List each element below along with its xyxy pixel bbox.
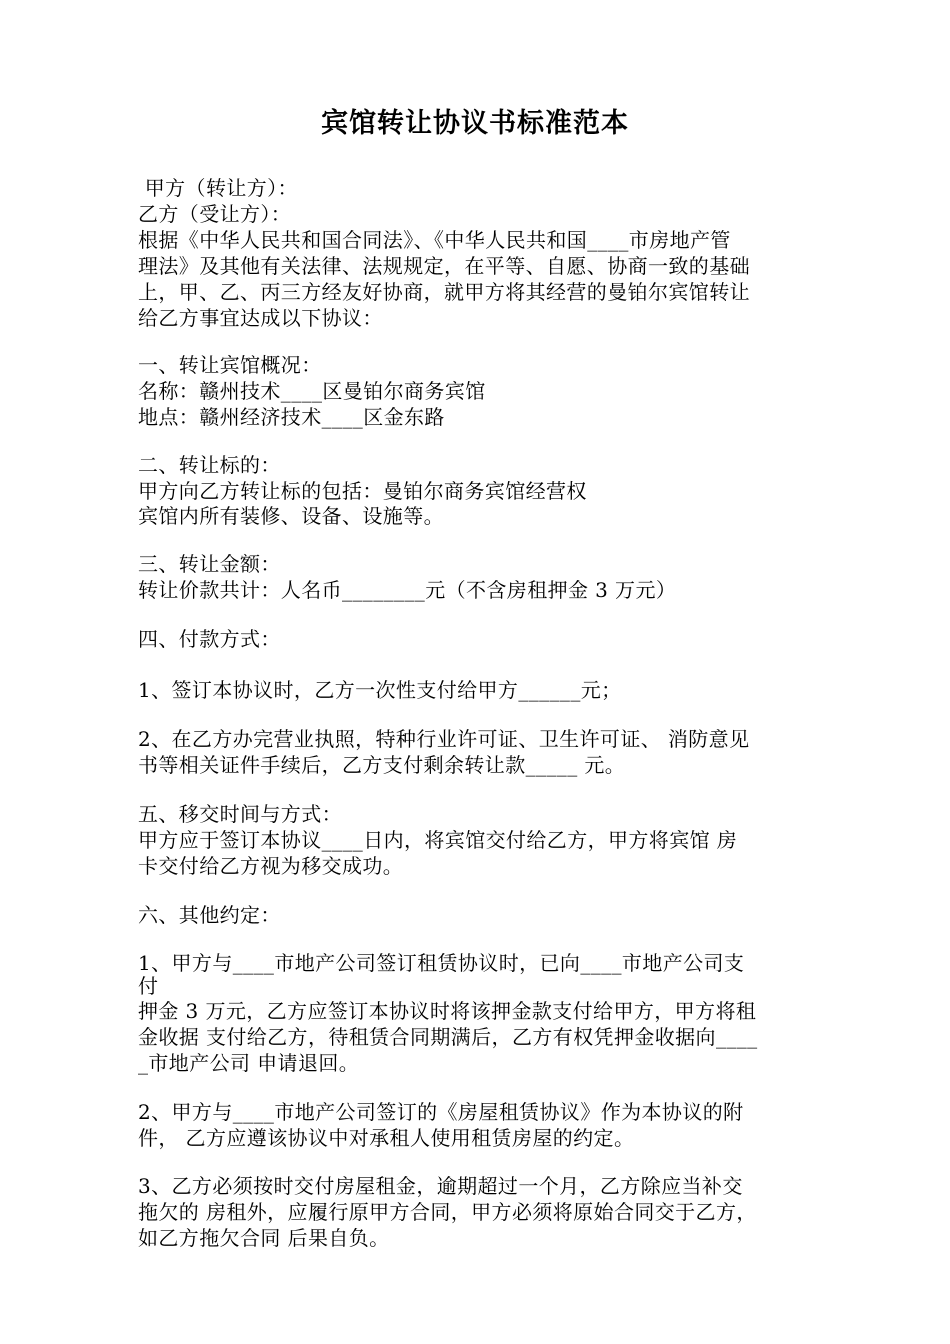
paragraph-line: 甲方应于签订本协议____日内，将宾馆交付给乙方，甲方将宾馆 房 xyxy=(138,828,738,852)
paragraph-line: 地点：赣州经济技术____区金东路 xyxy=(138,405,445,429)
paragraph-line: 付 xyxy=(138,974,159,998)
paragraph-line: _市地产公司 申请退回。 xyxy=(138,1051,360,1075)
paragraph-line: 卡交付给乙方视为移交成功。 xyxy=(138,854,404,878)
paragraph-line: 宾馆内所有装修、设备、设施等。 xyxy=(138,504,444,528)
paragraph-line: 2、在乙方办完营业执照，特种行业许可证、卫生许可证、 消防意见 xyxy=(138,727,750,751)
section-heading: 三、转让金额： xyxy=(138,552,281,576)
paragraph-line: 书等相关证件手续后，乙方支付剩余转让款_____ 元。 xyxy=(138,753,626,777)
section-heading: 二、转让标的： xyxy=(138,453,281,477)
paragraph-line: 如乙方拖欠合同 后果自负。 xyxy=(138,1226,390,1250)
document-title: 宾馆转让协议书标准范本 xyxy=(321,108,629,139)
preamble-line: 给乙方事宜达成以下协议： xyxy=(138,306,383,330)
section-heading: 六、其他约定： xyxy=(138,903,281,927)
paragraph-line: 押金 3 万元，乙方应签订本协议时将该押金款支付给甲方，甲方将租 xyxy=(138,999,757,1023)
paragraph-line: 甲方向乙方转让标的包括：曼铂尔商务宾馆经营权 xyxy=(138,479,587,503)
paragraph-line: 名称：赣州技术____区曼铂尔商务宾馆 xyxy=(138,379,486,403)
paragraph-line: 拖欠的 房租外，应履行原甲方合同，甲方必须将原始合同交于乙方， xyxy=(138,1200,757,1224)
paragraph-line: 件， 乙方应遵该协议中对承租人使用租赁房屋的约定。 xyxy=(138,1126,635,1150)
party-b-line: 乙方（受让方）： xyxy=(138,202,292,226)
paragraph-line: 转让价款共计：人名币________元（不含房租押金 3 万元） xyxy=(138,578,677,602)
paragraph-line: 金收据 支付给乙方，待租赁合同期满后，乙方有权凭押金收据向____ xyxy=(138,1025,758,1049)
section-heading: 五、移交时间与方式： xyxy=(138,802,342,826)
paragraph-line: 1、签订本协议时，乙方一次性支付给甲方______元； xyxy=(138,678,622,702)
section-heading: 四、付款方式： xyxy=(138,627,281,651)
paragraph-line: 2、甲方与____市地产公司签订的《房屋租赁协议》作为本协议的附 xyxy=(138,1100,744,1124)
preamble-line: 理法》及其他有关法律、法规规定，在平等、自愿、协商一致的基础 xyxy=(138,254,750,278)
paragraph-line: 1、甲方与____市地产公司签订租赁协议时，已向____市地产公司支 xyxy=(138,951,745,975)
paragraph-line: 3、乙方必须按时交付房屋租金，逾期超过一个月，乙方除应当补交 xyxy=(138,1174,743,1198)
section-heading: 一、转让宾馆概况： xyxy=(138,353,322,377)
party-a-line: 甲方（转让方）： xyxy=(138,176,298,200)
preamble-line: 上，甲、乙、丙三方经友好协商，就甲方将其经营的曼铂尔宾馆转让 xyxy=(138,280,750,304)
preamble-line: 根据《中华人民共和国合同法》、《中华人民共和国____市房地产管 xyxy=(138,228,731,252)
